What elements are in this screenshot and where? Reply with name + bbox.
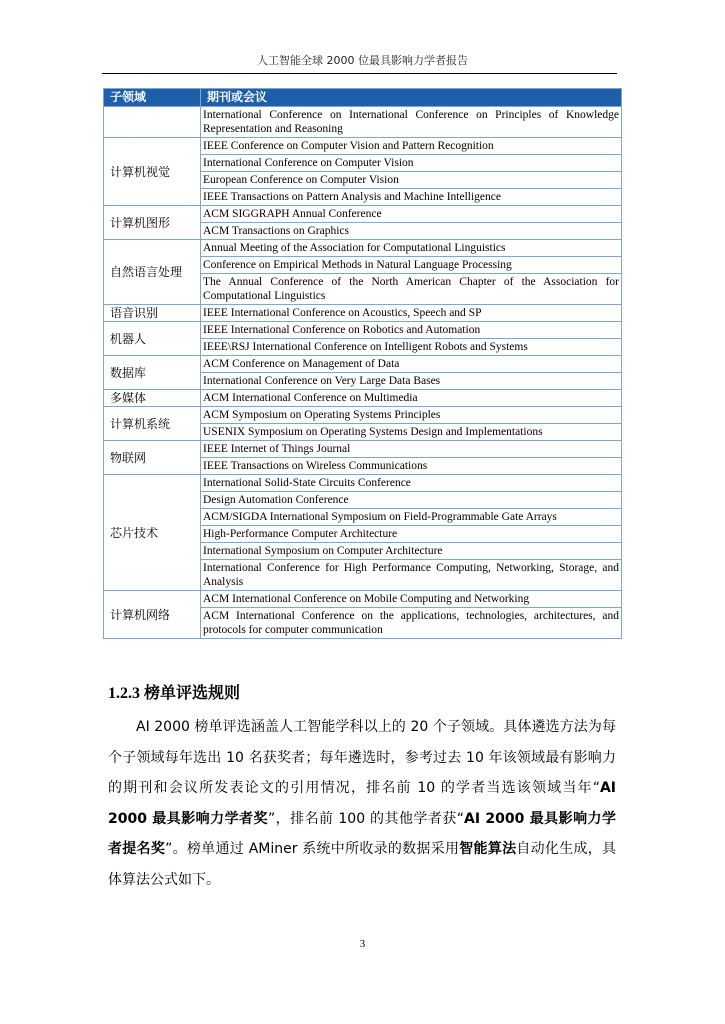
table-row (104, 138, 622, 155)
venue-cell: Design Automation Conference (201, 492, 622, 509)
paragraph-bold-text: 智能算法 (459, 841, 517, 857)
venue-cell: IEEE Transactions on Pattern Analysis and Machine Intelligence (201, 189, 622, 206)
paragraph-text: ”，排名前 100 的其他学者获“ (267, 810, 465, 827)
venue-cell: ACM International Conference on Multimedia (201, 390, 622, 407)
venue-cell: ACM International Conference on the applications, technologies, architectures, and protocols for computer communication (201, 608, 622, 639)
subfield-cell: 计算机网络 (104, 591, 201, 639)
subfield-cell (104, 107, 201, 138)
venue-cell: International Solid-State Circuits Conference (201, 475, 622, 492)
page-header: 人工智能全球 2000 位最具影响力学者报告 (257, 54, 468, 67)
paragraph-text: 自动化生成，具体算法公式如下。 (108, 841, 617, 888)
venue-cell: International Symposium on Computer Architecture (201, 543, 622, 560)
subfield-cell: 物联网 (104, 441, 201, 475)
venue-cell: IEEE International Conference on Acoustics, Speech and SP (201, 305, 622, 322)
header-divider (102, 73, 617, 74)
venue-cell: IEEE Internet of Things Journal (201, 441, 622, 458)
venue-cell: International Conference on Computer Vision (201, 155, 622, 172)
subfield-cell: 机器人 (104, 322, 201, 356)
table-row (104, 240, 622, 257)
venue-cell: International Conference for High Performance Computing, Networking, Storage, and Analysis (201, 560, 622, 591)
section-title: 1.2.3 榜单评选规则 (108, 685, 241, 702)
venue-cell: IEEE International Conference on Robotics and Automation (201, 322, 622, 339)
table-row (104, 206, 622, 223)
venue-cell: USENIX Symposium on Operating Systems Design and Implementations (201, 424, 622, 441)
paragraph-text: AI 2000 榜单评选涵盖人工智能学科以上的 20 个子领域。具体遴选方法为每个子领域每年选出 10 名获奖者；每年遴选时，参考过去 10 年该领域最有影响力的期刊和会议所发表论文的引用情况，排名前 10 的学者当选该领域当年“ (108, 719, 616, 796)
subfield-cell: 数据库 (104, 356, 201, 390)
page-number: 3 (359, 938, 366, 950)
venue-cell: ACM/SIGDA International Symposium on Field-Programmable Gate Arrays (201, 509, 622, 526)
subfield-cell: 计算机系统 (104, 407, 201, 441)
venue-cell: IEEE Conference on Computer Vision and Pattern Recognition (201, 138, 622, 155)
venue-cell: International Conference on International Conference on Principles of Knowledge Representation and Reasoning (201, 107, 622, 138)
venue-cell: IEEE\RSJ International Conference on Intelligent Robots and Systems (201, 339, 622, 356)
table-row (104, 591, 622, 608)
table-row (104, 407, 622, 424)
venue-cell: ACM Transactions on Graphics (201, 223, 622, 240)
venue-cell: The Annual Conference of the North American Chapter of the Association for Computational Linguistics (201, 274, 622, 305)
subfield-cell: 计算机视觉 (104, 138, 201, 206)
venue-cell: ACM Symposium on Operating Systems Principles (201, 407, 622, 424)
table-row (104, 441, 622, 458)
paragraph-bold-text: AI 2000 最具影响力学者奖 (108, 780, 616, 827)
subfield-cell: 芯片技术 (104, 475, 201, 591)
venue-cell: Annual Meeting of the Association for Computational Linguistics (201, 240, 622, 257)
venue-cell: ACM Conference on Management of Data (201, 356, 622, 373)
paragraph-bold-text: AI 2000 最具影响力学者提名奖 (108, 810, 616, 857)
venue-cell: High-Performance Computer Architecture (201, 526, 622, 543)
section-paragraph (108, 712, 616, 895)
table-row (104, 305, 622, 322)
table-row (104, 107, 622, 138)
paragraph-text: ”。榜单通过 AMiner 系统中所收录的数据采用 (165, 841, 460, 857)
venue-cell: ACM International Conference on Mobile Computing and Networking (201, 591, 622, 608)
table-body (104, 107, 622, 639)
venue-cell: Conference on Empirical Methods in Natural Language Processing (201, 257, 622, 274)
subfield-cell: 自然语言处理 (104, 240, 201, 305)
venue-cell: European Conference on Computer Vision (201, 172, 622, 189)
venue-table (103, 88, 622, 639)
table-row (104, 322, 622, 339)
subfield-cell: 多媒体 (104, 390, 201, 407)
table-header-row (104, 89, 622, 107)
table-row (104, 356, 622, 373)
table-row (104, 475, 622, 492)
subfield-cell: 语音识别 (104, 305, 201, 322)
venue-cell: ACM SIGGRAPH Annual Conference (201, 206, 622, 223)
venue-cell: IEEE Transactions on Wireless Communications (201, 458, 622, 475)
column-header-venue: 期刊或会议 (201, 89, 622, 107)
subfield-cell: 计算机图形 (104, 206, 201, 240)
table-row (104, 390, 622, 407)
column-header-field: 子领域 (104, 89, 201, 107)
venue-cell: International Conference on Very Large Data Bases (201, 373, 622, 390)
